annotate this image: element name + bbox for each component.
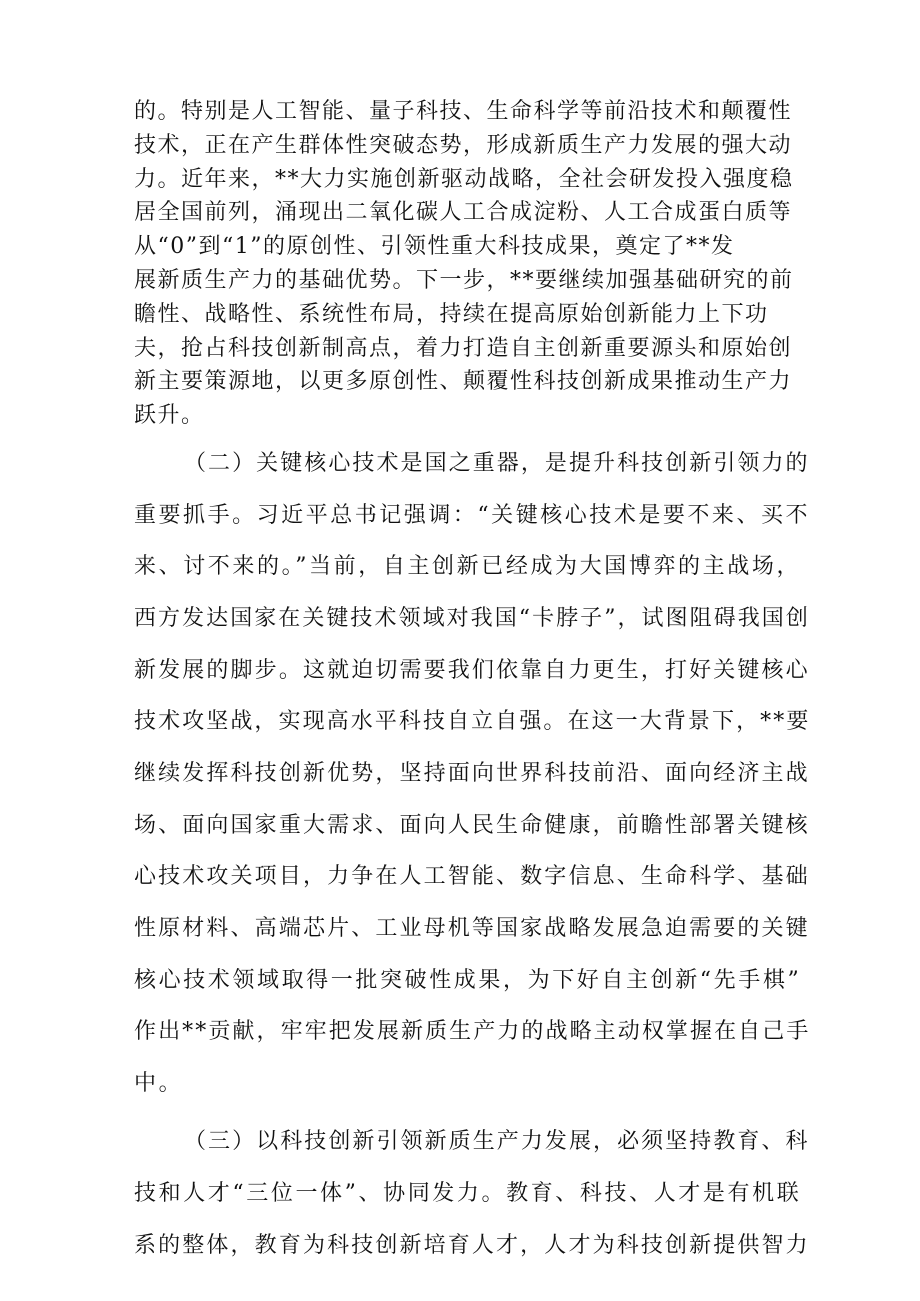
text-line: 从“0”到“1”的原创性、引领性重大科技成果，奠定了**发 [134,234,735,259]
text-line: 系的整体，教育为科技创新培育人才，人才为科技创新提供智力 [134,1233,810,1258]
text-line: 中。 [134,1071,184,1096]
text-line: 瞻性、战略性、系统性布局，持续在提高原始创新能力上下功 [134,302,769,327]
text-line: 重要抓手。习近平总书记强调：“关键核心技术是要不来、买不 [134,503,811,528]
text-line: （二）关键核心技术是国之重器，是提升科技创新引领力的 [184,451,810,476]
text-line: 力。近年来，**大力实施创新驱动战略，全社会研发投入强度稳 [134,167,794,192]
text-line: 展新质生产力的基础优势。下一步，**要继续加强基础研究的前 [134,268,794,293]
text-line: 新发展的脚步。这就迫切需要我们依靠自力更生，打好关键核心 [134,658,810,683]
text-line: 场、面向国家重大需求、面向人民生命健康，前瞻性部署关键核 [134,813,810,838]
text-line: 核心技术领域取得一批突破性成果，为下好自主创新“先手棋” [134,968,802,993]
text-line: 西方发达国家在关键技术领域对我国“卡脖子”，试图阻碍我国创 [134,606,810,631]
text-line: 来、讨不来的。”当前，自主创新已经成为大国博弈的主战场， [134,554,802,579]
text-line: （三）以科技创新引领新质生产力发展，必须坚持教育、科 [184,1129,810,1154]
text-line: 技术，正在产生群体性突破态势，形成新质生产力发展的强大动 [134,133,793,158]
text-line: 继续发挥科技创新优势，坚持面向世界科技前沿、面向经济主战 [134,761,810,786]
text-line: 技和人才“三位一体”、协同发力。教育、科技、人才是有机联 [134,1181,802,1206]
text-line: 的。特别是人工智能、量子科技、生命科学等前沿技术和颠覆性 [134,99,793,124]
text-line: 跃升。 [134,403,205,428]
text-line: 技术攻坚战，实现高水平科技自立自强。在这一大背景下，**要 [134,709,811,734]
text-line: 作出**贡献，牢牢把发展新质生产力的战略主动权掌握在自己手 [134,1019,811,1044]
text-line: 居全国前列，涌现出二氧化碳人工合成淀粉、人工合成蛋白质等 [134,200,793,225]
text-line: 夫，抢占科技创新制高点，着力打造自主创新重要源头和原始创 [134,336,793,361]
text-line: 性原材料、高端芯片、工业母机等国家战略发展急迫需要的关键 [134,916,810,941]
text-line: 心技术攻关项目，力争在人工智能、数字信息、生命科学、基础 [134,864,810,889]
text-line: 新主要策源地，以更多原创性、颠覆性科技创新成果推动生产力 [134,369,793,394]
